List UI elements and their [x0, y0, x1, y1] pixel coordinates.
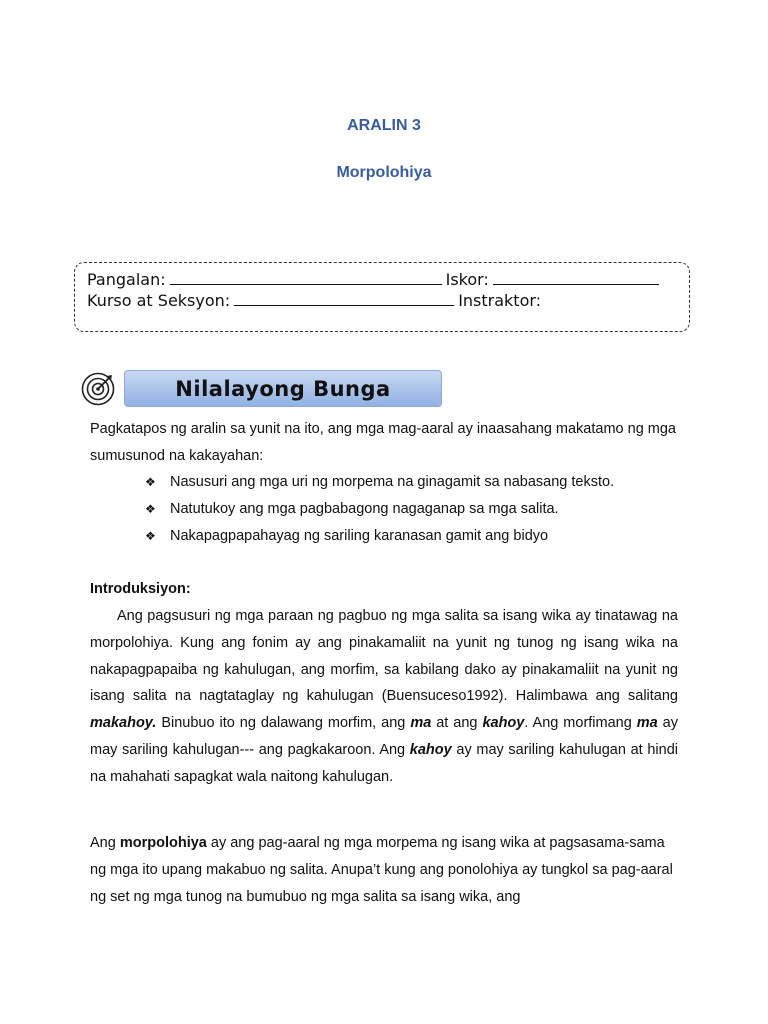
emphasis-word: kahoy — [409, 741, 452, 758]
emphasis-word: ma — [410, 715, 432, 732]
text-run: Ang — [90, 835, 120, 851]
outcome-text: Nakapagpapahayag ng sariling karanasan gamit ang bidyo — [170, 528, 549, 544]
score-label: Iskor: — [445, 270, 489, 289]
bullet-icon: ❖ — [145, 475, 156, 489]
outcome-item — [145, 469, 614, 496]
outcome-text: Nasusuri ang mga uri ng morpema na ginagamit sa nabasang teksto. — [170, 474, 615, 490]
emphasis-word: kahoy — [482, 715, 525, 732]
student-info-box — [74, 262, 690, 332]
text-run: Ang pagsusuri ng mga paraan ng pagbuo ng mga salita sa isang wika ay tinatawag na morpolohiya. Kung ang fonim ay ang pinakamaliit na yunit ng tunog ng isang wika na nakapagpapaiba ng kahulugan, ang morfim, sa kabilang dako ay pinakamaliit na yunit ng isang salita na nagtataglay ng kahulugan (Buensuceso1992). Halimbawa ang salitang — [90, 608, 678, 705]
course-blank[interactable] — [234, 291, 454, 306]
introduction-heading: Introduksiyon: — [90, 581, 191, 597]
text-run: at ang — [431, 715, 483, 732]
bullet-icon: ❖ — [145, 502, 156, 516]
info-line-course — [87, 291, 541, 310]
lesson-number: ARALIN 3 — [347, 117, 421, 134]
text-run: ay ang pag-aaral ng mga morpema ng isang wika at pagsasama-sama ng mga ito upang makabuo ng salita. Anupa’t kung ang ponolohiya ay tungkol sa pag-aaral ng set ng mga tunog na bumubuo ng mga salita sa isang wika, ang — [90, 835, 673, 905]
emphasis-word: makahoy. — [90, 715, 157, 732]
text-run: ay may sariling kahulugan at hindi na mahahati sapagkat wala naitong kahulugan. — [90, 741, 678, 785]
text-run: . Ang morfimang — [524, 715, 637, 732]
bullet-icon: ❖ — [145, 529, 156, 543]
course-label: Kurso at Seksyon: — [87, 291, 231, 310]
info-line-name — [87, 270, 663, 289]
target-icon — [81, 372, 115, 406]
text-run: Binubuo ito ng dalawang morfim, ang — [156, 715, 411, 732]
text-run: ay may sariling kahulugan--- ang pagkakaroon. Ang — [90, 715, 678, 758]
outcomes-intro: Pagkatapos ng aralin sa yunit na ito, ang mga mag-aaral ay inaasahang makatamo ng mga sumusunod na kakayahan: — [90, 421, 676, 464]
introduction-paragraph-1 — [90, 603, 678, 791]
name-label: Pangalan: — [87, 270, 166, 289]
section-banner: Nilalayong Bunga — [124, 370, 442, 407]
instructor-label: Instraktor: — [458, 291, 542, 310]
name-blank[interactable] — [170, 270, 442, 285]
score-blank[interactable] — [493, 270, 659, 285]
emphasis-word: ma — [636, 715, 658, 732]
lesson-title: Morpolohiya — [336, 164, 432, 181]
outcome-text: Natutukoy ang mga pagbabagong nagaganap sa mga salita. — [170, 501, 559, 517]
bold-term: morpolohiya — [119, 835, 207, 851]
outcome-item — [145, 523, 548, 550]
outcome-item — [145, 496, 559, 523]
introduction-paragraph-2 — [90, 830, 678, 910]
